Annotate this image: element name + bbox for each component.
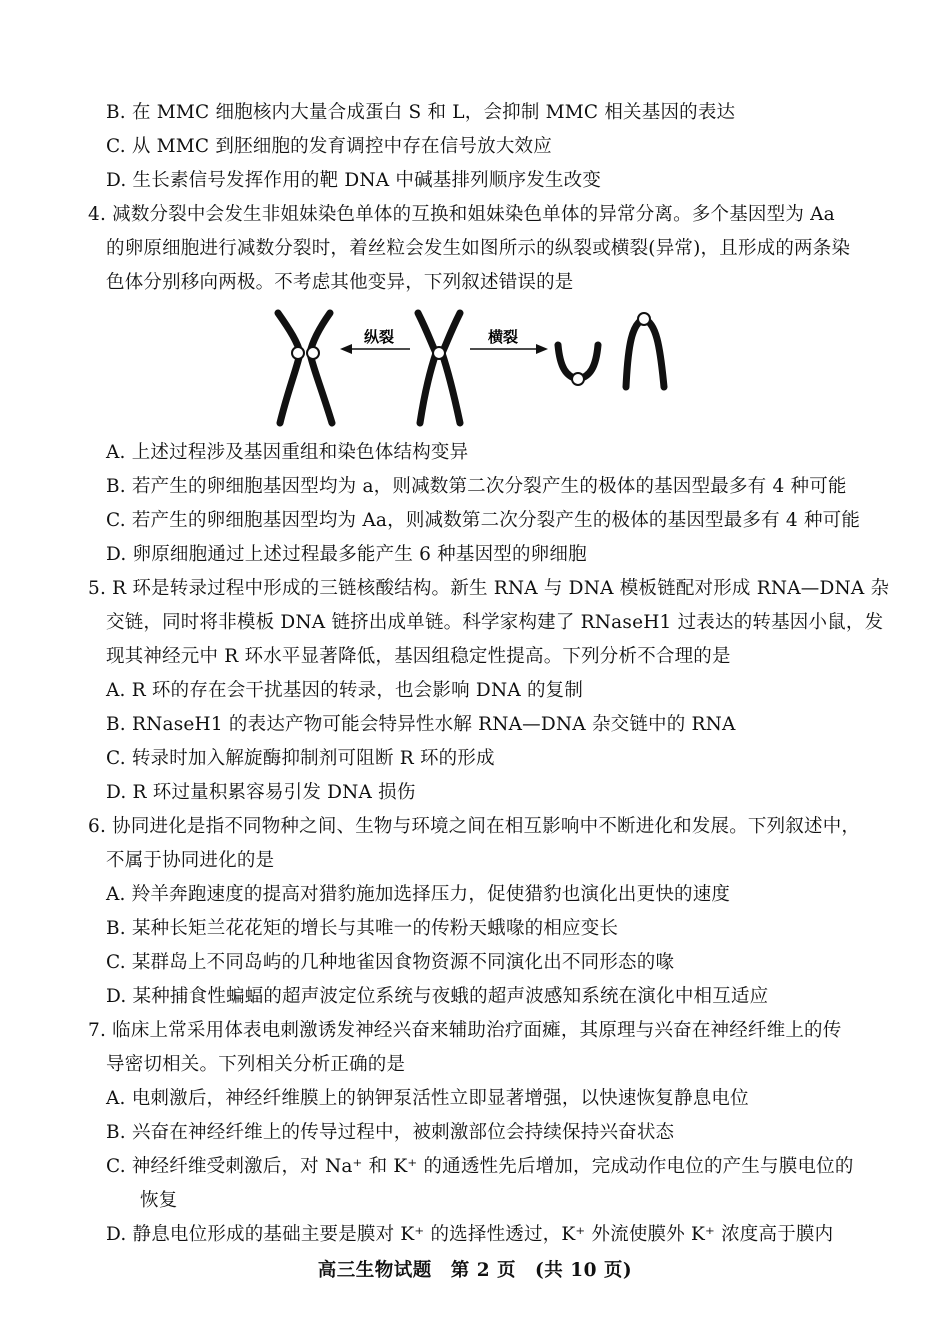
q5-option-a: A. R 环的存在会干扰基因的转录，也会影响 DNA 的复制	[106, 680, 584, 701]
x-chromosome-center	[418, 313, 460, 423]
label-transverse-split: 横裂	[488, 328, 519, 346]
q5-stem-line-3: 现其神经元中 R 环水平显著降低，基因组稳定性提高。下列分析不合理的是	[106, 646, 731, 667]
q6-stem-line-2: 不属于协同进化的是	[106, 850, 275, 871]
centromere-left-1	[292, 347, 304, 359]
label-longitudinal-split: 纵裂	[364, 328, 395, 346]
centromere-left-2	[307, 347, 319, 359]
q4-option-b: B. 若产生的卵细胞基因型均为 a，则减数第二次分裂产生的极体的基因型最多有 4 种可能	[106, 476, 847, 497]
q7-option-c-line-2: 恢复	[140, 1190, 178, 1211]
q5-stem-line-2: 交链，同时将非模板 DNA 链挤出成单链。科学家构建了 RNaseH1 过表达的转基因小鼠，发	[106, 612, 884, 633]
q4-option-d: D. 卵原细胞通过上述过程最多能产生 6 种基因型的卵细胞	[106, 544, 587, 565]
q4-stem-line-3: 色体分别移向两极。不考虑其他变异，下列叙述错误的是	[106, 272, 574, 293]
q5-option-c: C. 转录时加入解旋酶抑制剂可阻断 R 环的形成	[106, 748, 495, 769]
q7-option-a: A. 电刺激后，神经纤维膜上的钠钾泵活性立即显著增强，以快速恢复静息电位	[106, 1088, 749, 1109]
centromere-arch	[638, 313, 650, 325]
q6-stem-line-1: 6. 协同进化是指不同物种之间、生物与环境之间在相互影响中不断进化和发展。下列叙述中，	[88, 816, 861, 837]
q5-option-b: B. RNaseH1 的表达产物可能会特异性水解 RNA—DNA 杂交链中的 RNA	[106, 714, 736, 735]
q7-option-c-line-1: C. 神经纤维受刺激后，对 Na⁺ 和 K⁺ 的通透性先后增加，完成动作电位的产生与膜电位的	[106, 1156, 854, 1177]
q3-option-b: B. 在 MMC 细胞核内大量合成蛋白 S 和 L，会抑制 MMC 相关基因的表达	[106, 102, 736, 123]
centromere-u	[572, 373, 584, 385]
centromere-center	[433, 347, 445, 359]
q3-option-d: D. 生长素信号发挥作用的靶 DNA 中碱基排列顺序发生改变	[106, 170, 602, 191]
q5-stem-line-1: 5. R 环是转录过程中形成的三链核酸结构。新生 RNA 与 DNA 模板链配对形成 RNA—DNA 杂	[88, 578, 890, 599]
split-chromatids-left	[278, 313, 332, 423]
q4-option-c: C. 若产生的卵细胞基因型均为 Aa，则减数第二次分裂产生的极体的基因型最多有 4 种可能	[106, 510, 861, 531]
q6-option-d: D. 某种捕食性蝙蝠的超声波定位系统与夜蛾的超声波感知系统在演化中相互适应	[106, 986, 769, 1007]
q6-option-b: B. 某种长矩兰花花矩的增长与其唯一的传粉天蛾喙的相应变长	[106, 918, 619, 939]
q7-option-b: B. 兴奋在神经纤维上的传导过程中，被刺激部位会持续保持兴奋状态	[106, 1122, 675, 1143]
arch-shaped-chromosome	[626, 319, 664, 387]
q6-option-c: C. 某群岛上不同岛屿的几种地雀因食物资源不同演化出不同形态的喙	[106, 952, 675, 973]
q7-option-d: D. 静息电位形成的基础主要是膜对 K⁺ 的选择性透过，K⁺ 外流使膜外 K⁺ 浓度高于膜内	[106, 1224, 834, 1245]
q4-stem-line-2: 的卵原细胞进行减数分裂时，着丝粒会发生如图所示的纵裂或横裂(异常)，且形成的两条染	[106, 238, 851, 259]
q4-option-a: A. 上述过程涉及基因重组和染色体结构变异	[106, 442, 469, 463]
q3-option-c: C. 从 MMC 到胚细胞的发育调控中存在信号放大效应	[106, 136, 552, 157]
q6-option-a: A. 羚羊奔跑速度的提高对猎豹施加选择压力，促使猎豹也演化出更快的速度	[106, 884, 731, 905]
q7-stem-line-2: 导密切相关。下列相关分析正确的是	[106, 1054, 406, 1075]
q5-option-d: D. R 环过量积累容易引发 DNA 损伤	[106, 782, 416, 803]
chromosome-division-figure	[260, 305, 680, 430]
page-footer: 高三生物试题 第 2 页 (共 10 页)	[317, 1260, 633, 1281]
q7-stem-line-1: 7. 临床上常采用体表电刺激诱发神经兴奋来辅助治疗面瘫，其原理与兴奋在神经纤维上的传	[88, 1020, 842, 1041]
q4-stem-line-1: 4. 减数分裂中会发生非姐妹染色单体的互换和姐妹染色单体的异常分离。多个基因型为 Aa	[88, 204, 835, 225]
